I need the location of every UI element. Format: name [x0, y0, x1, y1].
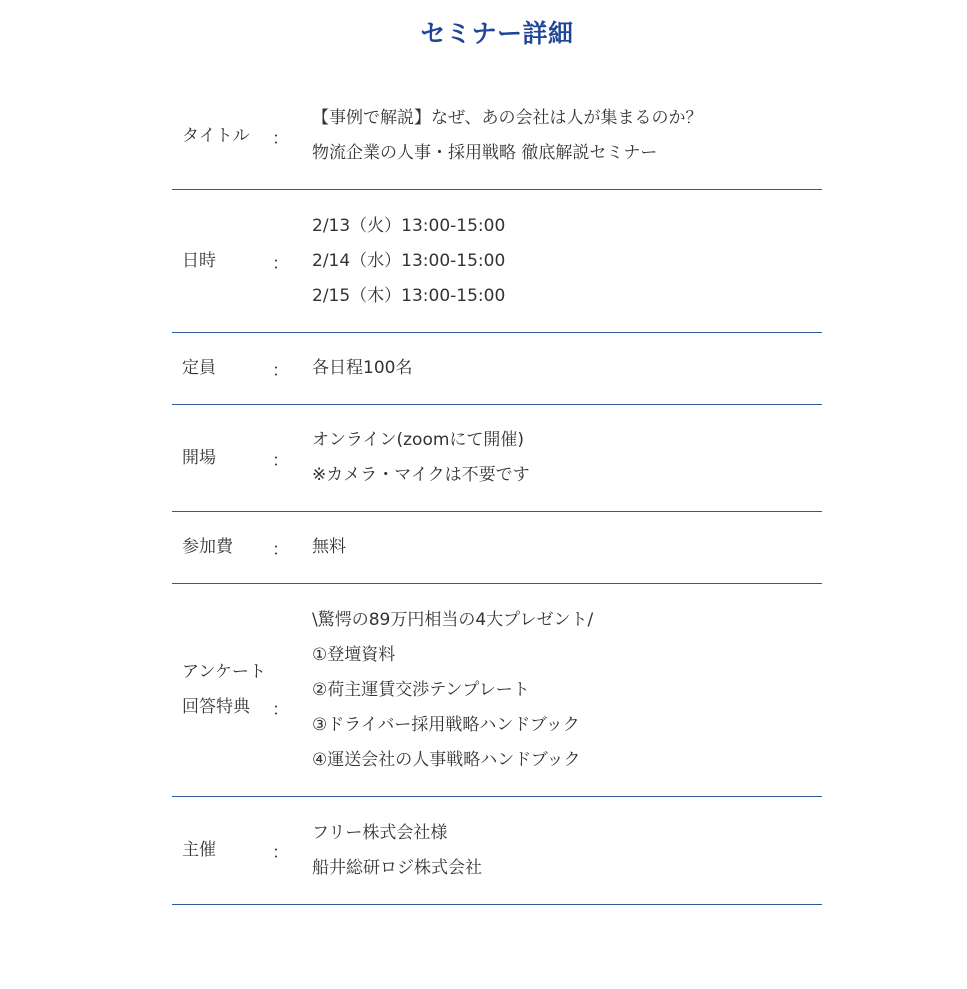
- row-label-fee: 参加費: [182, 537, 233, 557]
- value-line: 物流企業の人事・採用戦略 徹底解説セミナー: [312, 143, 658, 163]
- page-title: セミナー詳細: [420, 19, 574, 48]
- value-line: オンライン(zoomにて開催): [312, 430, 525, 450]
- row-colon: ：: [272, 450, 289, 471]
- row-colon: ：: [272, 253, 289, 274]
- row-value-survey-bonus: [312, 603, 822, 778]
- row-colon: ：: [272, 540, 289, 560]
- detail-row-venue: [172, 405, 822, 512]
- label-line: アンケート: [182, 662, 266, 682]
- row-label-organizer: 主催: [182, 840, 216, 860]
- detail-row-datetime: [172, 190, 822, 333]
- label-line: 回答特典: [182, 697, 250, 717]
- detail-row-organizer: [172, 797, 822, 905]
- value-line: フリー株式会社様: [312, 822, 448, 843]
- value-line: 【事例で解説】なぜ、あの会社は人が集まるのか？: [312, 108, 703, 128]
- row-colon: ：: [272, 361, 289, 381]
- value-line: ※カメラ・マイクは不要です: [312, 465, 530, 485]
- value-line: 各日程100名: [312, 358, 413, 378]
- detail-row-fee: [172, 512, 822, 584]
- value-line: ③ドライバー採用戦略ハンドブック: [312, 714, 580, 735]
- value-line: \驚愕の89万円相当の4大プレゼント/: [312, 609, 594, 630]
- value-line: ②荷主運賃交渉テンプレート: [312, 679, 530, 700]
- row-value-datetime: [312, 209, 822, 314]
- value-line: 2/13（火）13:00-15:00: [312, 215, 506, 236]
- row-value-fee: [312, 530, 822, 565]
- detail-row-survey-bonus: [172, 584, 822, 797]
- value-line: 無料: [312, 537, 346, 557]
- value-line: ①登壇資料: [312, 644, 396, 665]
- row-label-title: タイトル: [182, 125, 250, 146]
- row-value-organizer: [312, 816, 822, 886]
- value-line: 船井総研ロジ株式会社: [312, 857, 482, 878]
- detail-row-title: [172, 83, 822, 190]
- value-line: ④運送会社の人事戦略ハンドブック: [312, 749, 581, 770]
- row-label-venue: 開場: [182, 447, 216, 468]
- row-value-venue: [312, 423, 822, 493]
- row-colon: ：: [272, 128, 289, 149]
- value-line: 2/15（木）13:00-15:00: [312, 285, 506, 306]
- row-colon: ：: [272, 700, 289, 720]
- row-colon: ：: [272, 843, 289, 863]
- detail-row-capacity: [172, 333, 822, 405]
- seminar-details-table: [172, 83, 822, 905]
- row-value-capacity: [312, 351, 822, 386]
- value-line: 2/14（水）13:00-15:00: [312, 250, 506, 271]
- row-label-capacity: 定員: [182, 358, 216, 378]
- row-label-datetime: 日時: [182, 250, 216, 271]
- row-label-survey-bonus: [172, 655, 267, 725]
- row-value-title: [312, 101, 822, 171]
